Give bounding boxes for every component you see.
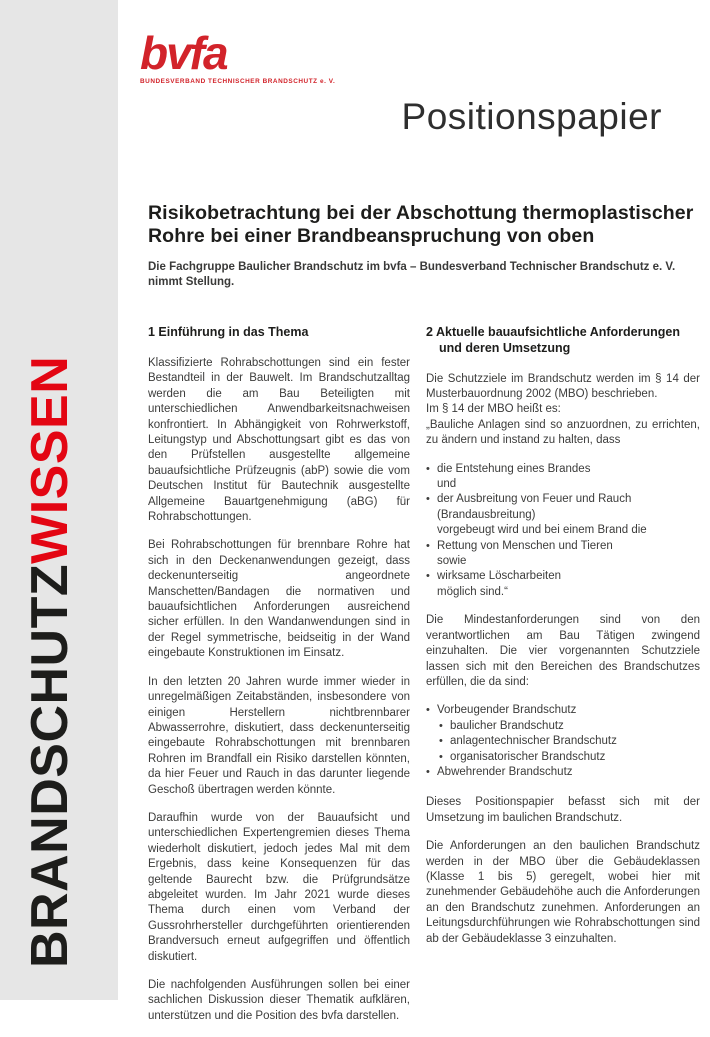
- bullet-icon: •: [426, 765, 430, 778]
- page-title: Risikobetrachtung bei der Abschottung thermoplastischer Rohre bei einer Brandbeanspruchung von oben: [148, 202, 694, 247]
- bullet-line: und: [437, 478, 457, 491]
- list-item: [426, 719, 700, 734]
- intro-line: Im § 14 der MBO heißt es:: [426, 403, 561, 416]
- bullet-icon: •: [426, 704, 430, 717]
- bullet-line: sowie: [437, 555, 467, 568]
- bvfa-logo-wordmark: bvfa: [140, 27, 227, 79]
- fire-protection-structure-list: [426, 703, 700, 780]
- section-introduction: [148, 325, 410, 1037]
- bullet-icon: •: [426, 493, 430, 506]
- bullet-line: die Entstehung eines Brandes: [437, 462, 591, 475]
- bullet-icon: •: [439, 750, 443, 763]
- list-item: [426, 462, 700, 493]
- bullet-icon: •: [426, 570, 430, 583]
- bullet-line: der Ausbreitung von Feuer und Rauch: [437, 493, 632, 506]
- paragraph: Bei Rohrabschottungen für brennbare Rohre hat sich in den Deckenanwendungen gezeigt, dass deckenunterseitig angeordnete Manschetten/Bandagen die normativen und bauaufsichtlichen Anforderungen ausreichend sicher erfüllen. In den Wandanwendungen sind in der Regel symmetrische, beidseitig in der Wand eingebaute Konstruktionen im Einsatz.: [148, 539, 410, 660]
- mbo-intro-paragraph: [426, 372, 700, 449]
- bullet-line: möglich sind.“: [437, 585, 508, 598]
- document-type-title: Positionspapier: [401, 96, 662, 137]
- paragraph: In den letzten 20 Jahren wurde immer wieder in unregelmäßigen Zeitabständen, insbesondere von einigen Herstellern nichtbrennbarer Abwasserrohre, diskutiert, dass deckenunterseitig eingebaute Rohrabschottungen mit brennbaren Rohren im Brandfall ein Risiko darstellen könnten, da hier Feuer und Rauch in das darunter liegende Geschoß übertragen werden könnte.: [148, 675, 410, 796]
- list-item: [426, 734, 700, 749]
- intro-line: „Bauliche Anlagen sind so anzuordnen, zu errichten, zu ändern und instand zu halten, dass: [426, 418, 700, 447]
- bullet-icon: •: [439, 719, 443, 732]
- list-item: [426, 539, 700, 570]
- document-body: [148, 202, 700, 1037]
- bullet-line: (Brandausbreitung): [437, 508, 536, 521]
- list-item-label: Vorbeugender Brandschutz: [437, 704, 577, 717]
- list-item: [426, 569, 700, 600]
- paragraph: Die Anforderungen an den baulichen Brandschutz werden in der MBO über die Gebäudeklassen (Klasse 1 bis 5) geregelt, wobei hier mit zunehmender Gebäudehöhe auch die Anforderungen an den Brandschutz zunehmen. Anforderungen an Leitungsdurchführungen wie Rohrabschottungen sind ab der Gebäudeklasse 3 einzuhalten.: [426, 840, 700, 945]
- bullet-line: wirksame Löscharbeiten: [437, 570, 562, 583]
- paragraph: Daraufhin wurde von der Bauaufsicht und unterschiedlichen Expertengremien dieses Thema wiederholt diskutiert, jedoch jedes Mal mit dem Ergebnis, dass keine Konsequenzen für das geltende Baurecht bzw. die Prüfgrundsätze abgeleitet wurden. Im Jahr 2021 wurde dieses Thema durch einen vom Verband der Gussrohrhersteller durchgeführten orientierenden Brandversuch erneut aufgegriffen und öffentlich diskutiert.: [148, 811, 410, 963]
- brand-word-wissen: WISSEN: [21, 355, 79, 564]
- list-item-label: organisatorischer Brandschutz: [450, 750, 606, 763]
- paragraph: Dieses Positionspapier befasst sich mit der Umsetzung im baulichen Brandschutz.: [426, 796, 700, 824]
- list-item: [426, 765, 700, 780]
- bullet-icon: •: [426, 539, 430, 552]
- vertical-brand-text: [21, 355, 79, 968]
- section-1-heading: 1 Einführung in das Thema: [148, 325, 309, 340]
- bullet-icon: •: [426, 462, 430, 475]
- list-item-label: anlagentechnischer Brandschutz: [450, 735, 617, 748]
- left-brand-strip: [0, 0, 118, 1000]
- bullet-icon: •: [439, 735, 443, 748]
- paragraph: Klassifizierte Rohrabschottungen sind ein fester Bestandteil in der Bauwelt. Im Brandschutzalltag werden die am Bau Beteiligten mit unterschiedlichen Anwendbarkeitsnachweisen konfrontiert. In Abhängigkeit von Rohrwerkstoff, Leitungstyp und Abschottungsart gibt es das von den Prüfstellen ausgestellte allgemeine bauaufsichtliche Prüfzeugnis (abP) sowie die vom Deutschen Institut für Bautechnik ausgestellte Allgemeine Bauartgenehmigung (aBG) für Rohrabschottungen.: [148, 356, 410, 524]
- bvfa-logo: [140, 27, 336, 85]
- bvfa-logo-tagline: BUNDESVERBAND TECHNISCHER BRANDSCHUTZ e. V.: [140, 78, 336, 85]
- list-item: [426, 750, 700, 765]
- section-2-heading: 2 Aktuelle bauaufsichtliche Anforderungen und deren Umsetzung: [426, 325, 680, 355]
- page-subtitle: Die Fachgruppe Baulicher Brandschutz im bvfa – Bundesverband Technischer Brandschutz e. V. nimmt Stellung.: [148, 261, 676, 289]
- list-item-label: Abwehrender Brandschutz: [437, 765, 573, 778]
- list-item-label: baulicher Brandschutz: [450, 719, 564, 732]
- list-item: [426, 492, 700, 538]
- bullet-line: vorgebeugt wird und bei einem Brand die: [437, 524, 647, 537]
- brand-word-brandschutz: BRANDSCHUTZ: [21, 563, 79, 968]
- list-item: [426, 703, 700, 718]
- two-column-layout: [148, 325, 700, 1037]
- paragraph: Die nachfolgenden Ausführungen sollen bei einer sachlichen Diskussion dieser Thematik aufklären, unterstützen und die Position des bvfa darstellen.: [148, 979, 410, 1022]
- section-requirements: [426, 325, 700, 1037]
- protection-goals-list: [426, 462, 700, 601]
- intro-line: Die Schutzziele im Brandschutz werden im § 14 der Musterbauordnung 2002 (MBO) beschrieben.: [426, 372, 700, 400]
- bullet-line: Rettung von Menschen und Tieren: [437, 539, 613, 552]
- paragraph: Die Mindestanforderungen sind von den verantwortlichen am Bau Tätigen zwingend einzuhalten. Die vier vorgenannten Schutzziele lassen sich mit den Bereichen des Brandschutzes erfüllen, die da sind:: [426, 614, 700, 688]
